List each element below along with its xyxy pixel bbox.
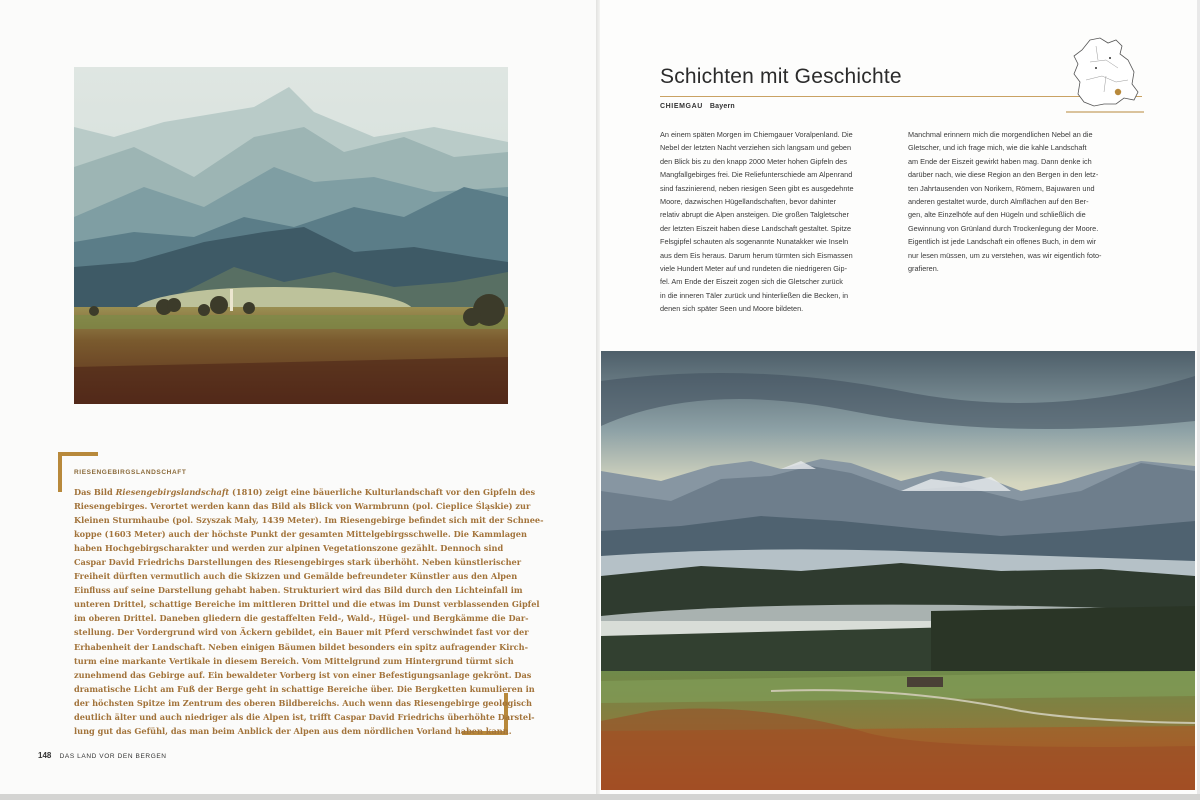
body-line: ten Jahrtausenden von Norikern, Römern, Bajuwaren und xyxy=(908,183,1095,193)
body-line: viele Hundert Meter auf und rundeten die niedrigeren Gip- xyxy=(660,264,847,274)
body-line: An einem späten Morgen im Chiemgauer Voralpenland. Die xyxy=(660,130,853,139)
body-line: den Blick bis zu den knapp 2000 Meter hohen Gipfeln des xyxy=(660,156,848,166)
caption-label: RIESENGEBIRGSLANDSCHAFT xyxy=(74,469,187,476)
caption-line: lung gut das Gefühl, das man beim Anblick der Alpen aus dem nördlichen Vorland haben kann. xyxy=(74,725,512,736)
body-line: am Ende der Eiszeit gewirkt haben mag. Dann denke ich xyxy=(908,156,1092,166)
caption-line: unteren Drittel, schattige Bereiche im mittleren Drittel und die etwas im Dunst verblassenden Gipfel xyxy=(74,599,540,610)
text-column-1 xyxy=(660,128,893,316)
body-line: nur lesen müssen, um zu verstehen, was wir eigentlich foto- xyxy=(908,250,1102,260)
body-line: aus dem Eis heraus. Darum herum türmten sich Eismassen xyxy=(660,250,853,260)
body-line: gen, alte Einzelhöfe auf den Hügeln und schließlich die xyxy=(908,210,1086,220)
caption-text xyxy=(74,485,544,738)
region-name: CHIEMGAU xyxy=(660,103,703,110)
body-line: Gletscher, und ich frage mich, wie die kahle Landschaft xyxy=(908,143,1087,153)
caption-line: Kleinen Sturmhaube (pol. Szyszak Mały, 1439 Meter). Im Riesengebirge befindet sich mit der Schnee- xyxy=(74,515,544,526)
body-line: der letzten Eiszeit haben diese Landschaft gestaltet. Spitze xyxy=(660,223,852,233)
body-line: darüber nach, wie diese Region an den Bergen in den letz- xyxy=(908,170,1099,180)
body-line: Gewinnung von Grünland durch Trockenlegung der Moore. xyxy=(908,223,1099,233)
caption-line: Caspar David Friedrichs Darstellungen des Riesengebirges stark überhöht. Neben künstlerischer xyxy=(74,557,522,568)
caption-line: zunehmend das Gebirge auf. Ein bewaldeter Vorberg ist von einer Befestigungsanlage gekrönt. Das xyxy=(74,669,532,680)
caption-line: koppe (1603 Meter) auch der höchste Punkt der gesamten Mittelgebirgsschwelle. Die Kammlagen xyxy=(74,529,527,540)
book-gutter xyxy=(596,0,600,794)
caption-line: haben Hochgebirgscharakter und werden zur alpinen Vegetationszone gezählt. Dennoch sind xyxy=(74,543,504,554)
body-line: Moore, dazwischen Hügellandschaften, bevor dahinter xyxy=(660,197,837,207)
caption-line: dramatische Licht am Fuß der Berge geht in schattige Bereiche über. Die Bergketten kumulieren in xyxy=(74,683,535,694)
caption-line: stellung. Der Vordergrund wird von Äckern gebildet, ein Bauer mit Pferd verschwindet fast vor der xyxy=(74,627,529,638)
caption-line: der höchsten Spitze im Zentrum des oberen Bildbereichs. Auch wenn das Riesengebirge geologisch xyxy=(74,697,532,708)
riesengebirge-painting xyxy=(74,67,508,404)
caption-line: Freiheit dürften vermutlich auch die Skizzen und Gemälde befreundeter Künstler aus den Alpen xyxy=(74,571,518,582)
body-line: Eigentlich ist jede Landschaft ein offenes Buch, in dem wir xyxy=(908,237,1097,247)
folio xyxy=(38,751,167,760)
body-line: Nebel der letzten Nacht verziehen sich langsam und geben xyxy=(660,143,852,153)
caption-line: im oberen Drittel. Daneben gliedern die gestaffelten Feld-, Wald-, Hügel- und Bergkämme die Dar- xyxy=(74,613,529,624)
chiemgau-photo xyxy=(601,351,1195,790)
caption-line: deutlich älter und auch niedriger als die Alpen ist, trifft Caspar David Friedrichs überhöhte Darstel- xyxy=(74,711,535,722)
body-line: Manchmal erinnern mich die morgendlichen Nebel an die xyxy=(908,130,1093,139)
state-name: Bayern xyxy=(709,103,735,110)
article-title: Schichten mit Geschichte xyxy=(660,65,902,88)
text-column-2 xyxy=(908,128,1141,275)
caption-line: turm eine markante Vertikale in diesem Bereich. Vom Mittelgrund zum Hintergrund türmt sich xyxy=(74,655,514,666)
body-line: in die inneren Täler zurück und hinterließen die Becken, in xyxy=(660,290,849,300)
running-title: DAS LAND VOR DEN BERGEN xyxy=(59,753,167,760)
page-number: 148 xyxy=(38,751,52,760)
caption-frame-top-left xyxy=(58,452,72,492)
caption-line: Erhabenheit der Landschaft. Neben einigen Bäumen bildet besonders ein spitz aufragender Kirch- xyxy=(74,641,528,652)
body-line: Mangfallgebirges frei. Die Reliefunterschiede am Alpenrand xyxy=(660,170,853,180)
page-bottom-edge xyxy=(0,794,1200,800)
region-line xyxy=(660,103,735,110)
caption-line: Das Bild Riesengebirgslandschaft (1810) zeigt eine bäuerliche Kulturlandschaft vor den Gipfeln des xyxy=(74,487,536,497)
body-line: grafieren. xyxy=(908,264,939,274)
body-line: anderen gestaltet wurde, durch Almflächen auf den Ber- xyxy=(908,197,1089,207)
body-line: relativ abrupt die Alpen ansteigen. Die großen Talgletscher xyxy=(660,210,849,220)
bavaria-map-icon xyxy=(1066,34,1144,114)
body-line: fel. Am Ende der Eiszeit zogen sich die Gletscher zurück xyxy=(660,277,843,287)
body-line: sind faszinierend, neben riesigen Seen gibt es ausgedehnte xyxy=(660,183,854,193)
caption-line: Einfluss auf seine Darstellung gehabt haben. Strukturiert wird das Bild durch den Lichteinfall im xyxy=(74,585,523,596)
caption-line: Riesengebirges. Verortet werden kann das Bild als Blick von Warmbrunn (pol. Cieplice Śląskie) zur xyxy=(74,501,531,512)
body-line: denen sich später Seen und Moore bildeten. xyxy=(660,304,804,314)
body-line: Felsgipfel schauten als sogenannte Nunatakker wie Inseln xyxy=(660,237,849,247)
